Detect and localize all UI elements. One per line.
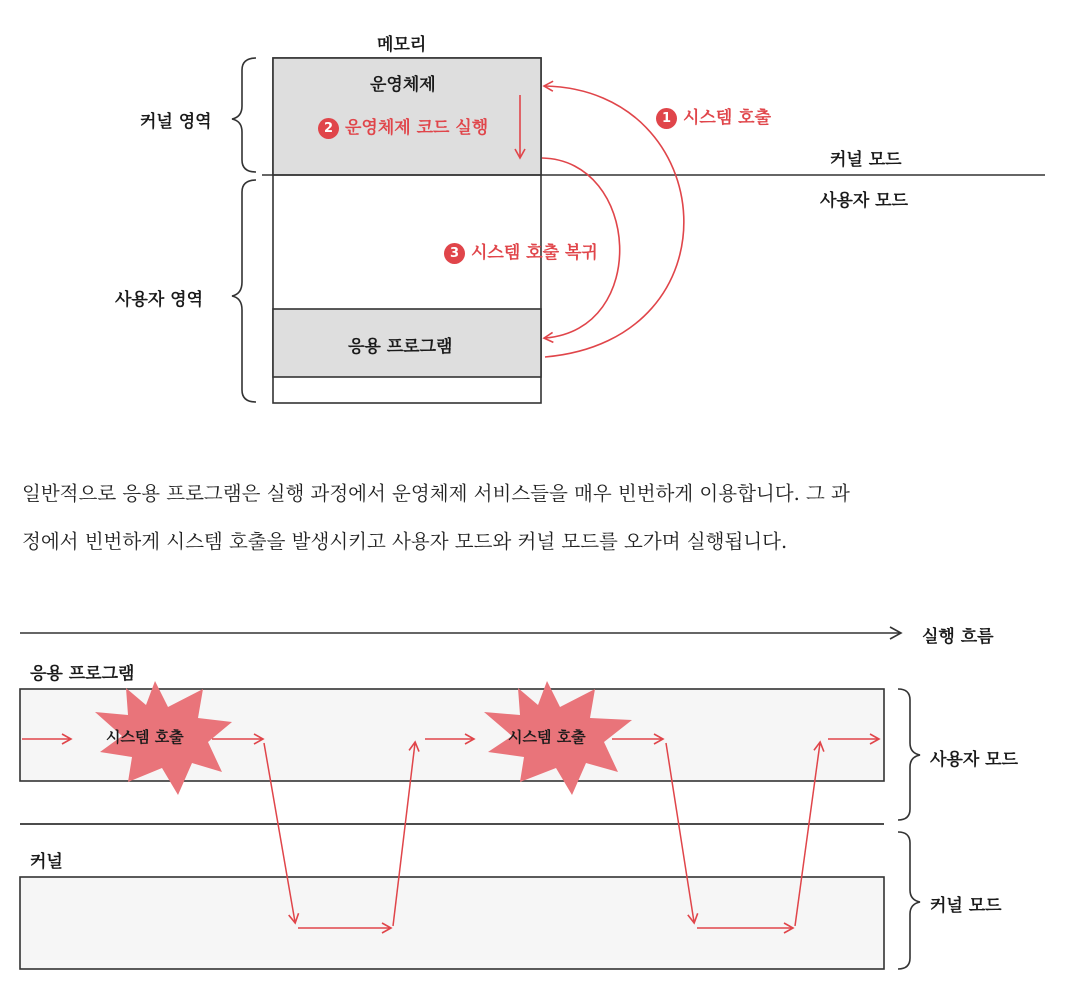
- flow-label: 실행 흐름: [922, 627, 994, 647]
- syscall-burst-1-label: 시스템 호출: [106, 728, 184, 746]
- step-3-badge: 3: [444, 243, 465, 264]
- user-mode-brace: [898, 689, 920, 820]
- syscall-burst-2-label: 시스템 호출: [508, 728, 586, 746]
- step-1-text: 시스템 호출: [683, 108, 772, 128]
- app-band-label: 응용 프로그램: [30, 664, 135, 684]
- step-2-text: 운영체제 코드 실행: [345, 118, 489, 138]
- os-label: 운영체제: [370, 75, 436, 95]
- user-area-label: 사용자 영역: [115, 290, 204, 310]
- user-mode-label: 사용자 모드: [820, 191, 909, 211]
- memory-title: 메모리: [377, 35, 427, 55]
- kernel-mode-label: 커널 모드: [830, 150, 902, 170]
- user-area-brace: [232, 180, 256, 402]
- app-label: 응용 프로그램: [348, 337, 453, 357]
- kernel-band-label: 커널: [30, 852, 63, 872]
- body-paragraph-line-2: 정에서 빈번하게 시스템 호출을 발생시키고 사용자 모드와 커널 모드를 오가며 실행됩니다.: [22, 530, 788, 553]
- step-3-label: [444, 238, 598, 264]
- step-2-badge: 2: [318, 118, 339, 139]
- body-paragraph-line-1: 일반적으로 응용 프로그램은 실행 과정에서 운영체제 서비스들을 매우 빈번하게 이용합니다. 그 과: [22, 482, 850, 505]
- step-1-label: [656, 103, 771, 129]
- kernel-area-label: 커널 영역: [140, 112, 212, 132]
- user-mode-band-label: 사용자 모드: [930, 750, 1019, 770]
- kernel-mode-band-label: 커널 모드: [930, 896, 1002, 916]
- kernel-band: [20, 877, 884, 969]
- kernel-mode-brace: [898, 832, 920, 969]
- step-3-text: 시스템 호출 복귀: [471, 243, 598, 263]
- step-2-label: [318, 113, 488, 139]
- kernel-area-brace: [232, 58, 256, 172]
- step-1-badge: 1: [656, 108, 677, 129]
